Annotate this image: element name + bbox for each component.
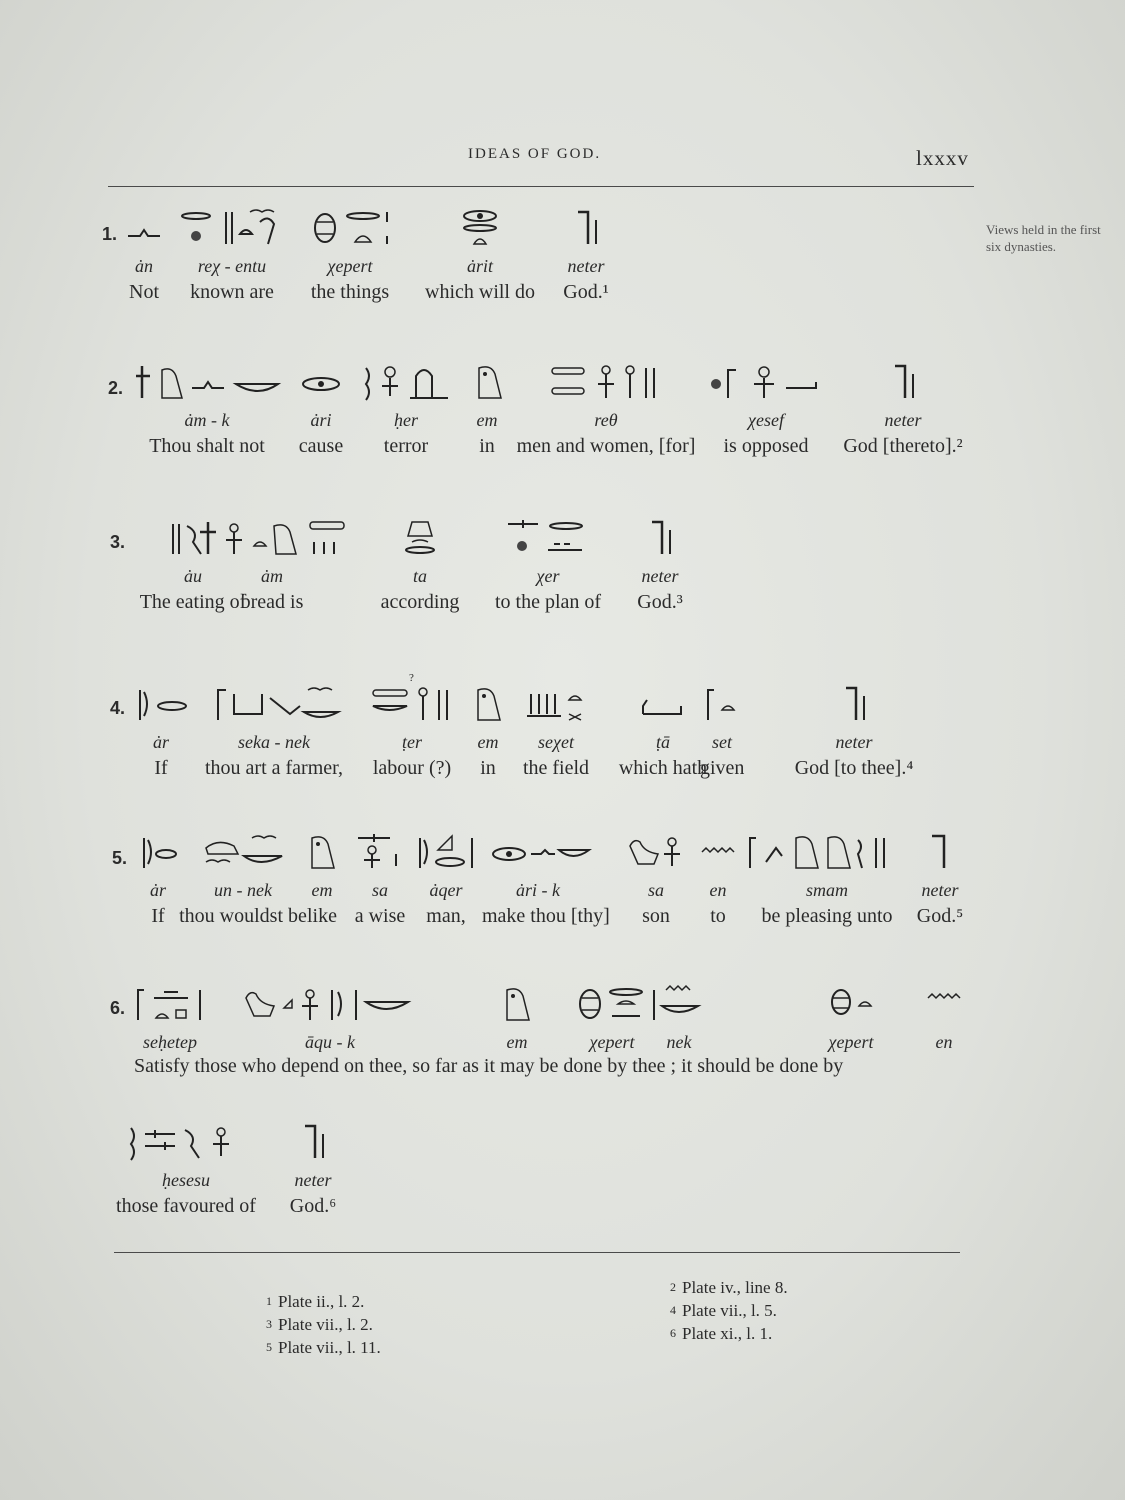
footnotes-left [266, 1290, 381, 1359]
hieroglyph-icon [182, 518, 362, 564]
entry-column [342, 832, 418, 930]
water-hieroglyph-icon [920, 984, 968, 1030]
translation: according [380, 591, 460, 613]
transliteration: χepert [828, 1032, 874, 1052]
translation: God [thereto].² [843, 435, 963, 457]
owl-hieroglyph-icon [300, 832, 344, 878]
hieroglyph-icon [360, 362, 452, 408]
men-women-hieroglyph-icon [508, 362, 704, 408]
entry-column [514, 684, 598, 782]
translation: the things [310, 281, 390, 303]
hare-hieroglyph-icon [178, 832, 308, 878]
entry-column [466, 684, 510, 782]
transliteration: χepert [327, 256, 373, 276]
transliteration: ȧm [261, 566, 283, 586]
transliteration: neter [835, 732, 873, 752]
transliteration: em [506, 1032, 528, 1052]
transliteration: ṭā [655, 732, 670, 752]
translation: If [151, 905, 165, 927]
transliteration: ȧri [310, 410, 332, 430]
transliteration: reθ [594, 410, 618, 430]
translation: be pleasing unto [761, 905, 893, 927]
transliteration: ȧr [152, 732, 169, 752]
transliteration: āqu - k [305, 1032, 355, 1052]
transliteration: ȧr [149, 880, 166, 900]
header-rule [108, 186, 974, 187]
translation: God.¹ [563, 281, 609, 303]
entry-column [240, 984, 420, 1054]
goose-hieroglyph-icon [624, 832, 688, 878]
entry-column [138, 832, 178, 930]
entry-column [624, 832, 688, 930]
scarab-hieroglyph-icon [300, 208, 400, 254]
transliteration: sa [647, 880, 664, 900]
entry-column [300, 208, 400, 306]
hieroglyph-icon [700, 684, 744, 730]
translation-line: Satisfy those who depend on thee, so far as it may be done by thee ; it should be done by [134, 1055, 844, 1077]
entry-column [742, 832, 912, 930]
entry-column [494, 984, 540, 1054]
transliteration: χepert [589, 1032, 635, 1052]
scarab-hieroglyph-icon [808, 984, 894, 1030]
entry-column [412, 832, 480, 930]
translation: Thou shalt not [149, 435, 265, 457]
hieroglyph-icon [480, 518, 616, 564]
hieroglyph-icon [132, 684, 190, 730]
entry-number: 4. [110, 698, 126, 718]
footnote: $^2$ Plate iv., line 8. [670, 1278, 788, 1297]
transliteration: smam [805, 880, 848, 900]
entry-column [178, 832, 308, 930]
translation: God.⁶ [289, 1195, 337, 1217]
eye-hieroglyph-icon [288, 362, 354, 408]
translation: men and women, [for] [516, 435, 696, 457]
entry-column [106, 1122, 266, 1220]
translation: to the plan of [494, 591, 602, 613]
footnote: $^5$ Plate vii., l. 11. [266, 1338, 381, 1357]
neter-flag-icon [282, 1122, 344, 1168]
transliteration: nek [666, 1032, 692, 1052]
transliteration: seka - nek [238, 732, 310, 752]
entry-number: 3. [110, 532, 126, 552]
translation: to [710, 905, 726, 927]
translation: God [to thee].⁴ [794, 757, 914, 779]
footnote: $^6$ Plate xi., l. 1. [670, 1324, 773, 1343]
footnote: $^4$ Plate vii., l. 5. [670, 1301, 777, 1320]
translation: man, [426, 905, 466, 927]
entry-column [808, 984, 894, 1054]
transliteration: neter [641, 566, 679, 586]
entry-number: 5. [112, 848, 128, 868]
entry-column [362, 684, 462, 782]
transliteration: χesef [748, 410, 784, 430]
entry-column [176, 208, 288, 306]
transliteration: neter [884, 410, 922, 430]
owl-hieroglyph-icon [132, 362, 282, 408]
translation: which hath [618, 757, 708, 779]
transliteration: neter [294, 1170, 332, 1190]
translation: terror [383, 435, 429, 457]
translation: God.³ [637, 591, 683, 613]
entry-column [122, 208, 166, 306]
translation: those favoured of [116, 1195, 256, 1217]
entry-number: 1. [102, 224, 118, 244]
footnote: $^3$ Plate vii., l. 2. [266, 1315, 373, 1334]
entry-column [282, 1122, 344, 1220]
entry-column [130, 984, 210, 1054]
hieroglyph-icon [706, 362, 826, 408]
neter-flag-icon [830, 362, 976, 408]
hieroglyph-icon [106, 1122, 266, 1168]
hieroglyph-icon [412, 832, 480, 878]
scarab-hieroglyph-icon [572, 984, 652, 1030]
hieroglyph-icon [342, 832, 418, 878]
footnote-rule [114, 1252, 960, 1253]
transliteration: em [477, 732, 499, 752]
translation: thou art a farmer, [204, 757, 344, 779]
translation: known are [190, 281, 274, 303]
transliteration: neter [567, 256, 605, 276]
transliteration: en [709, 880, 727, 900]
entry-column [480, 518, 616, 616]
transliteration: seḥetep [143, 1032, 197, 1052]
hieroglyph-icon [646, 984, 712, 1030]
translation: given [700, 757, 745, 779]
transliteration: ȧu [184, 566, 202, 586]
entry-column [572, 984, 652, 1054]
transliteration: ȧri - k [516, 880, 560, 900]
transliteration: set [712, 732, 732, 752]
translation: in [479, 435, 495, 457]
transliteration: ṭer [402, 732, 422, 752]
transliteration: en [935, 1032, 953, 1052]
transliteration: ȧqer [429, 880, 463, 900]
neter-flag-icon [912, 832, 968, 878]
transliteration: ȧn [135, 256, 153, 276]
hieroglyph-icon [190, 684, 358, 730]
entry-column [700, 684, 744, 782]
translation: the field [522, 757, 590, 779]
owl-hieroglyph-icon [466, 684, 510, 730]
eye-hieroglyph-icon [482, 832, 594, 878]
transliteration: ȧrit [466, 256, 493, 276]
translation: cause [298, 435, 344, 457]
entry-column [508, 362, 704, 460]
hieroglyph-icon [176, 208, 288, 254]
translation: is opposed [723, 435, 809, 457]
transliteration: em [476, 410, 498, 430]
entry-column [920, 984, 968, 1054]
transliteration: un - nek [214, 880, 272, 900]
eye-hieroglyph-icon [414, 208, 546, 254]
transliteration: ḥesesu [162, 1170, 210, 1190]
neter-flag-icon [556, 208, 616, 254]
transliteration: ȧm - k [184, 410, 230, 430]
entry-column [300, 832, 344, 930]
entry-column [622, 518, 698, 616]
transliteration: ta [412, 566, 427, 586]
entry-column [482, 832, 610, 930]
entry-number: 6. [110, 998, 126, 1018]
page-number: lxxxv [916, 146, 969, 170]
side-note: Views held in the first six dynasties. [986, 222, 1101, 254]
water-hieroglyph-icon [698, 832, 738, 878]
translation: like [307, 905, 337, 927]
entry-column [190, 684, 358, 782]
entry-column [556, 208, 616, 306]
translation: a wise [354, 905, 406, 927]
owl-hieroglyph-icon [494, 984, 540, 1030]
entry-column [372, 518, 468, 616]
query-mark: ? [409, 672, 414, 684]
field-hieroglyph-icon [514, 684, 598, 730]
entry-column [646, 984, 712, 1054]
neter-flag-icon [622, 518, 698, 564]
translation: thou wouldst be [179, 905, 307, 927]
hieroglyph-icon [372, 518, 468, 564]
entry-column [912, 832, 968, 930]
entry-column [288, 362, 354, 460]
transliteration: em [311, 880, 333, 900]
running-head: IDEAS OF GOD. [468, 146, 602, 162]
owl-hieroglyph-icon [742, 832, 912, 878]
transliteration: sa [371, 880, 388, 900]
transliteration: χer [536, 566, 560, 586]
owl-hieroglyph-icon [462, 362, 512, 408]
translation: Not [129, 281, 159, 303]
translation: If [154, 757, 168, 779]
translation: The eating of [139, 591, 247, 613]
hieroglyph-icon [130, 984, 210, 1030]
entry-column [706, 362, 826, 460]
entry-column [132, 362, 282, 460]
transliteration: ḥer [394, 410, 418, 430]
transliteration: neter [921, 880, 959, 900]
translation: make thou [thy] [482, 905, 610, 927]
entry-column [462, 362, 512, 460]
hieroglyph-icon [138, 832, 178, 878]
translation: God.⁵ [916, 905, 964, 927]
neter-flag-icon [774, 684, 934, 730]
transliteration: reχ - entu [197, 256, 267, 276]
hieroglyph-icon [362, 684, 462, 730]
entry-column [830, 362, 976, 460]
entry-column [774, 684, 934, 782]
footnotes-right [670, 1276, 788, 1345]
transliteration: seχet [538, 732, 574, 752]
entry-number: 2. [108, 378, 124, 398]
entry-column [360, 362, 452, 460]
translation: bread is [240, 591, 304, 613]
entry-column [182, 518, 362, 616]
goose-hieroglyph-icon [240, 984, 420, 1030]
hieroglyph-icon [122, 208, 166, 254]
translation: son [642, 905, 670, 927]
entry-column [132, 684, 190, 782]
footnote: $^1$ Plate ii., l. 2. [266, 1292, 365, 1311]
translation: labour (?) [372, 757, 452, 779]
translation: which will do [425, 281, 535, 303]
translation: in [480, 757, 496, 779]
entry-column [698, 832, 738, 930]
entry-column [414, 208, 546, 306]
